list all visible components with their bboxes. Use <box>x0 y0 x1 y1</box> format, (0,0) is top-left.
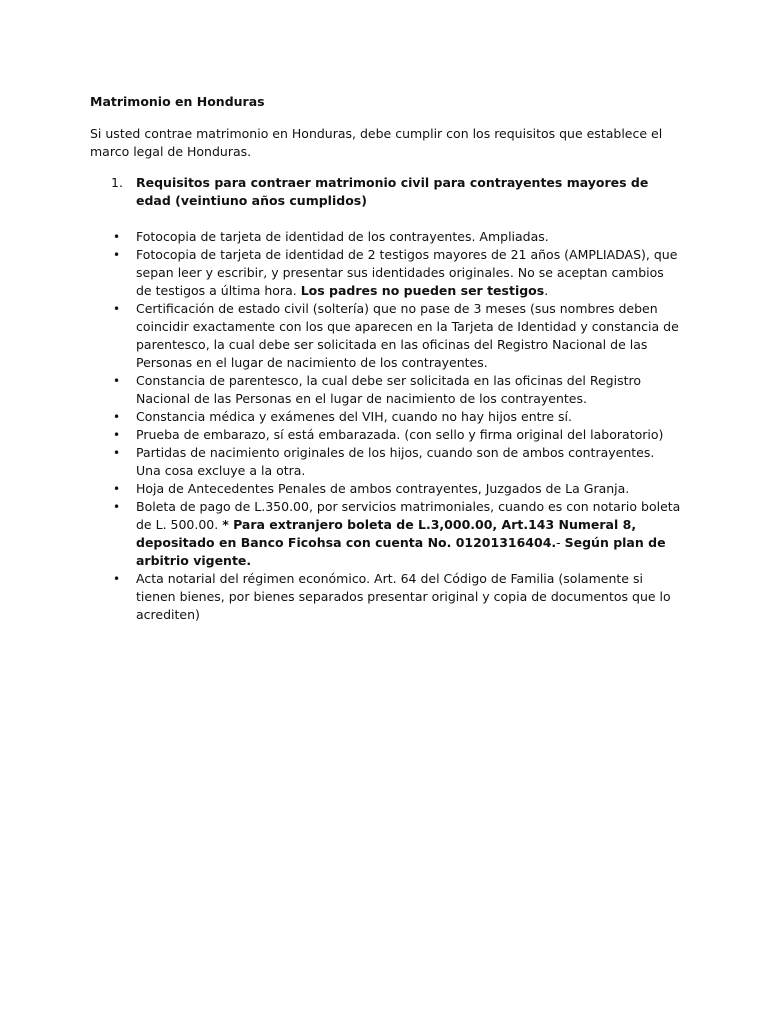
list-item-text: Acta notarial del régimen económico. Art. 64 del Código de Familia (solamente si tienen bienes, por bienes separados presentar original y copia de documentos que lo acrediten) <box>136 571 671 622</box>
section-heading <box>90 174 682 210</box>
bullet-icon: • <box>113 248 121 262</box>
list-item <box>90 246 682 300</box>
list-item <box>90 300 682 372</box>
list-item <box>90 444 682 480</box>
document-title: Matrimonio en Honduras <box>90 94 265 109</box>
bullet-icon: • <box>113 374 121 388</box>
section-number: 1. <box>111 175 123 190</box>
bullet-icon: • <box>113 500 121 514</box>
section-heading-text: Requisitos para contraer matrimonio civil para contrayentes mayores de edad (veintiuno años cumplidos) <box>136 175 649 208</box>
bullet-icon: • <box>113 230 121 244</box>
list-item-text: Fotocopia de tarjeta de identidad de los contrayentes. Ampliadas. <box>136 229 549 244</box>
list-item-text: Fotocopia de tarjeta de identidad de 2 testigos mayores de 21 años (AMPLIADAS), que sepan leer y escribir, y presentar sus identidades originales. No se aceptan cambios de testigos a última hora. <box>136 247 678 298</box>
list-item-text-mid: - <box>556 535 565 550</box>
list-item-text: Boleta de pago de L.350.00, por servicios matrimoniales, cuando es con notario boleta de L. 500.00. <box>136 499 681 532</box>
list-item <box>90 228 682 246</box>
list-item-text: Constancia médica y exámenes del VIH, cuando no hay hijos entre sí. <box>136 409 573 424</box>
list-item <box>90 480 682 498</box>
list-item-bold-text: * Para extranjero boleta de L.3,000.00, Art.143 Numeral 8, depositado en Banco Ficohsa con cuenta No. 01201316404. <box>136 517 637 550</box>
list-item <box>90 372 682 408</box>
list-item-text-end: . <box>544 283 549 298</box>
bullet-icon: • <box>113 428 121 442</box>
bullet-icon: • <box>113 302 121 316</box>
bullet-icon: • <box>113 482 121 496</box>
list-item-bold-text-end: Según plan de arbitrio vigente. <box>136 535 666 568</box>
document-page <box>90 93 682 624</box>
list-item-text: Prueba de embarazo, sí está embarazada. (con sello y firma original del laboratorio) <box>136 427 664 442</box>
bullet-icon: • <box>113 446 121 460</box>
list-item <box>90 498 682 570</box>
list-item <box>90 426 682 444</box>
list-item-text: Constancia de parentesco, la cual debe ser solicitada en las oficinas del Registro Nacional de las Personas en el lugar de nacimiento de los contrayentes. <box>136 373 641 406</box>
list-item-bold-text: Los padres no pueden ser testigos <box>300 283 545 298</box>
list-item-text: Certificación de estado civil (soltería) que no pase de 3 meses (sus nombres deben coincidir exactamente con los que aparecen en la Tarjeta de Identidad y constancia de parentesco, la cual debe ser solicitada en las oficinas del Registro Nacional de las Personas en el lugar de nacimiento de los contrayentes. <box>136 301 679 370</box>
intro-paragraph: Si usted contrae matrimonio en Honduras, debe cumplir con los requisitos que establece el marco legal de Honduras. <box>90 126 663 159</box>
list-item <box>90 570 682 624</box>
bullet-icon: • <box>113 572 121 586</box>
list-item-text: Partidas de nacimiento originales de los hijos, cuando son de ambos contrayentes. Una cosa excluye a la otra. <box>136 445 655 478</box>
requirements-list <box>90 228 682 624</box>
bullet-icon: • <box>113 410 121 424</box>
list-item-text: Hoja de Antecedentes Penales de ambos contrayentes, Juzgados de La Granja. <box>136 481 630 496</box>
list-item <box>90 408 682 426</box>
